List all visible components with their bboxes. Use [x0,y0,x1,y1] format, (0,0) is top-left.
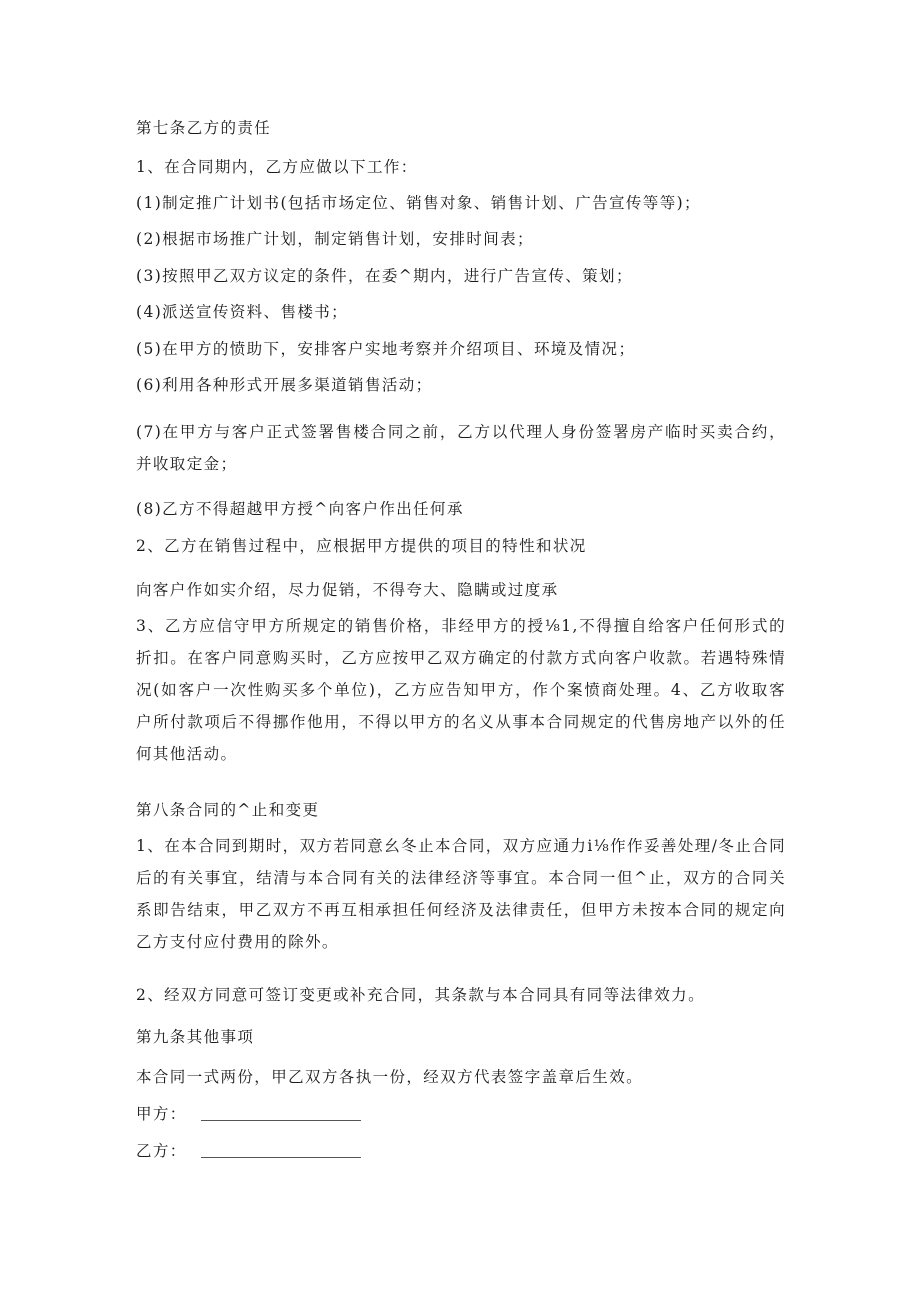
article-7-title: 第七条乙方的责任 [136,119,272,137]
article-9-clause-1: 本合同一式两份，甲乙双方各执一份，经双方代表签字盖章后生效。 [136,1068,644,1086]
party-a-signature-line [201,1106,361,1121]
article-7-item-1: (1)制定推广计划书(包括市场定位、销售对象、销售计划、广告宣传等等)； [136,194,701,212]
party-b-signature-row [136,1141,361,1161]
article-7-item-5: (5)在甲方的愤助下，安排客户实地考察并介绍项目、环境及情况； [136,340,636,358]
article-7-item-4: (4)派送宣传资料、售楼书； [136,303,349,321]
article-8-clause-1: 1、在本合同到期时，双方若同意幺冬止本合同，双方应通力i⅛作作妥善处理/冬止合同后的有关事宜，结清与本合同有关的法律经济等事宜。本合同一但^止，双方的合同关系即告结束，甲乙双方不再互相承担任何经济及法律责任，但甲方未按本合同的规定向乙方支付应付费用的除外。 [136,837,786,951]
article-8-clause-2: 2、经双方同意可签订变更或补充合同，其条款与本合同具有同等法律效力。 [136,986,705,1004]
article-7-clause-2-part-2: 向客户作如实介绍，尽力促销，不得夸大、隐瞒或过度承 [136,581,559,599]
article-7-item-7: (7)在甲方与客户正式签署售楼合同之前，乙方以代理人身份签署房产临时买卖合约，并收取定金； [136,423,786,473]
article-8-title: 第八条合同的^止和变更 [136,801,320,819]
article-7-item-6: (6)利用各种形式开展多渠道销售活动； [136,376,433,394]
party-a-signature-row [136,1104,361,1124]
article-7-clause-2-part-1: 2、乙方在销售过程中，应根据甲方提供的项目的特性和状况 [136,537,587,555]
article-7-item-3: (3)按照甲乙双方议定的条件，在委^期内，进行广告宣传、策划； [136,267,633,285]
party-a-label: 甲方： [136,1105,187,1123]
article-7-item-2: (2)根据市场推广计划，制定销售计划，安排时间表； [136,230,534,248]
article-7-item-8: (8)乙方不得超越甲方授^向客户作出任何承 [136,500,464,518]
party-b-label: 乙方： [136,1142,187,1160]
party-b-signature-line [201,1143,361,1158]
article-9-title: 第九条其他事项 [136,1028,255,1046]
article-7-clause-1: 1、在合同期内，乙方应做以下工作： [136,158,418,176]
article-7-clause-3: 3、乙方应信守甲方所规定的销售价格，非经甲方的授⅛1,不得擅自给客户任何形式的折扣。在客户同意购买时，乙方应按甲乙双方确定的付款方式向客户收款。若遇特殊情况(如客户一次性购买多个单位)，乙方应告知甲方，作个案愤商处理。4、乙方收取客户所付款项后不得挪作他用，不得以甲方的名义从事本合同规定的代售房地产以外的任何其他活动。 [136,617,786,763]
